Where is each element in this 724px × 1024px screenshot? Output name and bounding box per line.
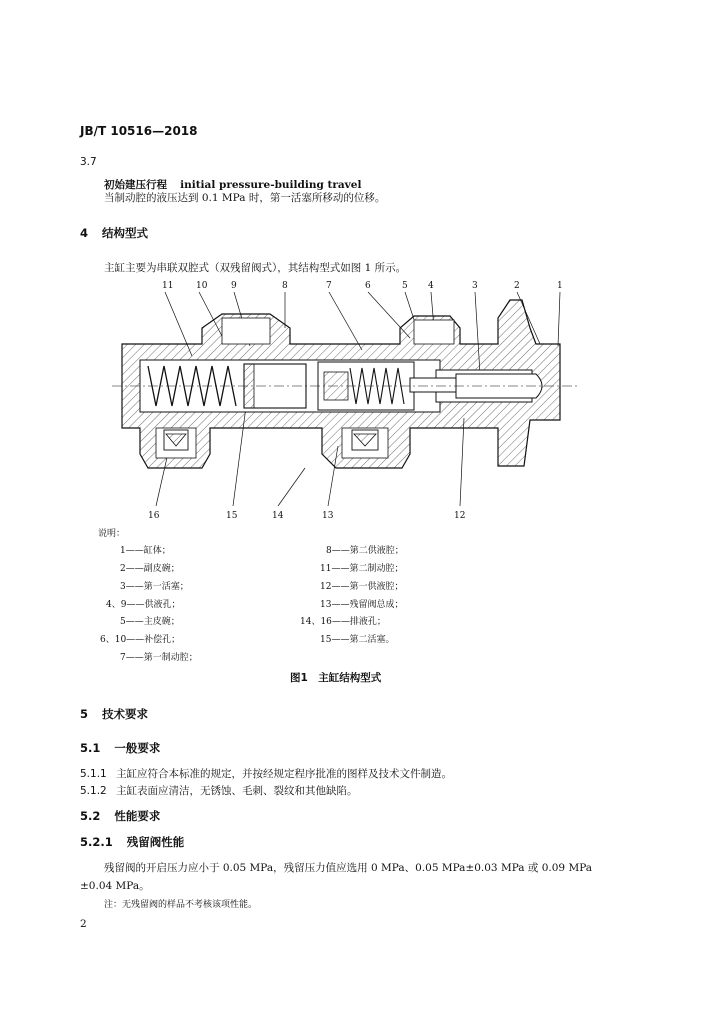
legend-item: 5——主皮碗； — [120, 617, 180, 627]
piston-rod — [410, 378, 456, 392]
page-number: 2 — [80, 918, 87, 930]
callout-4: 4 — [428, 281, 434, 291]
legend-item: 15——第二活塞。 — [320, 635, 395, 645]
legend-item: 12——第一供液腔； — [320, 582, 404, 592]
callout-8: 8 — [282, 281, 288, 291]
section-5-2-1-number: 5.2.1 — [80, 835, 113, 849]
legend-item: 2——副皮碗； — [120, 564, 180, 574]
legend-item: 4、9——供液孔； — [106, 600, 181, 610]
legend-item: 3——第一活塞； — [120, 582, 189, 592]
figure-caption: 图1 主缸结构型式 — [290, 672, 382, 684]
callout-6: 6 — [365, 281, 371, 291]
section-4-title: 结构型式 — [102, 226, 149, 240]
section-5-2-1-heading — [80, 834, 184, 850]
legend-item: 14、16——排液孔； — [300, 617, 386, 627]
callout-1: 1 — [557, 281, 563, 291]
legend-title: 说明： — [98, 529, 126, 539]
top-callouts — [162, 281, 563, 291]
clause-5-1-2-number: 5.1.2 — [80, 785, 107, 797]
section-5-heading — [80, 706, 148, 722]
callout-5: 5 — [402, 281, 408, 291]
clause-5-1-1 — [80, 766, 452, 781]
section-5-title: 技术要求 — [102, 707, 149, 721]
section-5-1-number: 5.1 — [80, 741, 101, 755]
clause-5-2-1-line2: ±0.04 MPa。 — [80, 880, 150, 892]
legend-item: 8——第二供液腔； — [326, 546, 404, 556]
callout-16: 16 — [148, 511, 160, 521]
section-5-2-1-title: 残留阀性能 — [126, 835, 185, 849]
term-definition: 当制动腔的液压达到 0.1 MPa 时，第一活塞所移动的位移。 — [104, 192, 386, 204]
section-5-2-title: 性能要求 — [114, 809, 161, 823]
callout-7: 7 — [326, 281, 332, 291]
callout-3: 3 — [472, 281, 478, 291]
section-5-2-number: 5.2 — [80, 809, 101, 823]
section-3-7-number: 3.7 — [80, 156, 97, 168]
clause-5-1-2-text: 主缸表面应清洁，无锈蚀、毛刺、裂纹和其他缺陷。 — [116, 785, 358, 797]
callout-15: 15 — [226, 511, 238, 521]
section-4-heading — [80, 225, 148, 241]
clause-5-1-2 — [80, 783, 358, 798]
term-chinese: 初始建压行程 — [104, 179, 167, 191]
legend-item: 11——第二制动腔； — [320, 564, 404, 574]
callout-2: 2 — [514, 281, 520, 291]
callout-11: 11 — [162, 281, 174, 291]
section-5-2-heading — [80, 808, 160, 824]
residual-valve-rear — [164, 430, 188, 450]
section-4-body: 主缸主要为串联双腔式（双残留阀式），其结构型式如图 1 所示。 — [104, 262, 407, 274]
legend-item: 1——缸体； — [120, 546, 171, 556]
legend-item: 7——第一制动腔； — [120, 653, 198, 663]
clause-5-2-1-line1: 残留阀的开启压力应小于 0.05 MPa，残留压力值应选用 0 MPa、0.05 MPa±0.03 MPa 或 0.09 MPa — [104, 862, 593, 874]
section-5-1-heading — [80, 740, 160, 756]
term-english: initial pressure-building travel — [180, 179, 362, 191]
legend-item: 6、10——补偿孔； — [100, 635, 181, 645]
section-4-number: 4 — [80, 226, 89, 240]
legend-item: 13——残留阀总成； — [320, 600, 404, 610]
bottom-callouts — [148, 511, 465, 521]
callout-12: 12 — [454, 511, 466, 521]
note: 注：无残留阀的样品不考核该项性能。 — [104, 900, 258, 910]
clause-5-1-1-text: 主缸应符合本标准的规定，并按经规定程序批准的图样及技术文件制造。 — [116, 768, 453, 780]
callout-10: 10 — [196, 281, 208, 291]
reservoir-port-rear — [222, 318, 270, 344]
section-5-number: 5 — [80, 707, 89, 721]
master-cylinder-drawing — [100, 278, 590, 523]
callout-13: 13 — [322, 511, 334, 521]
reservoir-port-front — [414, 320, 454, 344]
residual-valve-front — [352, 430, 378, 450]
callout-9: 9 — [231, 281, 237, 291]
section-5-1-title: 一般要求 — [114, 741, 161, 755]
standard-number: JB/T 10516—2018 — [80, 124, 198, 138]
clause-5-1-1-number: 5.1.1 — [80, 768, 107, 780]
callout-14: 14 — [272, 511, 284, 521]
